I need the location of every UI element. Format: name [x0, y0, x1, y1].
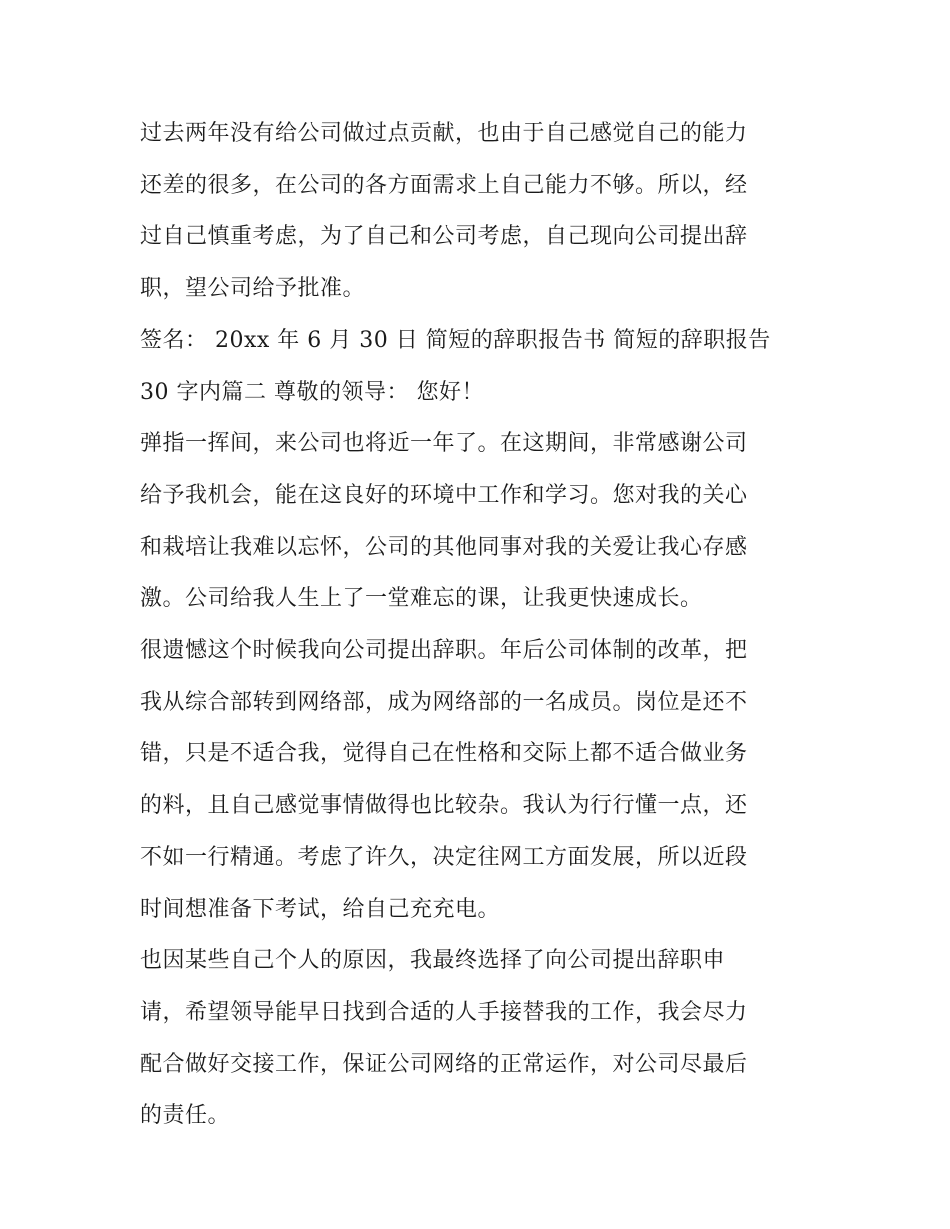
text-line: 过自己慎重考虑，为了自己和公司考虑，自己现向公司提出辞 — [140, 224, 748, 250]
text-line: 我从综合部转到网络部，成为网络部的一名成员。岗位是还不 — [140, 689, 748, 715]
text-line: 还差的很多，在公司的各方面需求上自己能力不够。所以，经 — [140, 172, 748, 198]
text-line: 的责任。 — [140, 1103, 231, 1129]
text-line: 给予我机会，能在这良好的环境中工作和学习。您对我的关心 — [140, 482, 748, 508]
text-line: 错，只是不适合我，觉得自己在性格和交际上都不适合做业务 — [140, 741, 748, 767]
paragraph-3 — [140, 418, 812, 625]
text-line: 不如一行精通。考虑了许久，决定往网工方面发展，所以近段 — [140, 844, 748, 870]
text-line: 和栽培让我难以忘怀，公司的其他同事对我的关爱让我心存感 — [140, 534, 748, 560]
text-line: 时间想准备下考试，给自己充充电。 — [140, 896, 501, 922]
document-body — [140, 108, 812, 1142]
text-line: 过去两年没有给公司做过点贡献，也由于自己感觉自己的能力 — [140, 121, 748, 146]
paragraph-1 — [140, 108, 812, 315]
text-line: 请，希望领导能早日找到合适的人手接替我的工作，我会尽力 — [140, 999, 748, 1025]
text-line: 弹指一挥间，来公司也将近一年了。在这期间，非常感谢公司 — [140, 431, 748, 457]
paragraph-5 — [140, 935, 812, 1142]
text-line: 激。公司给我人生上了一堂难忘的课，让我更快速成长。 — [140, 586, 703, 612]
paragraph-signature — [140, 315, 812, 418]
text-line: 30 字内篇二 尊敬的领导： 您好！ — [140, 379, 484, 405]
text-line: 职，望公司给予批准。 — [140, 276, 366, 302]
text-line: 配合做好交接工作，保证公司网络的正常运作，对公司尽最后 — [140, 1051, 748, 1077]
text-line: 签名： 20xx 年 6 月 30 日 简短的辞职报告书 简短的辞职报告 — [140, 327, 771, 353]
paragraph-4 — [140, 625, 812, 935]
text-line: 很遗憾这个时候我向公司提出辞职。年后公司体制的改革，把 — [140, 638, 748, 664]
text-line: 的料，且自己感觉事情做得也比较杂。我认为行行懂一点，还 — [140, 793, 748, 819]
text-line: 也因某些自己个人的原因，我最终选择了向公司提出辞职申 — [140, 948, 726, 974]
